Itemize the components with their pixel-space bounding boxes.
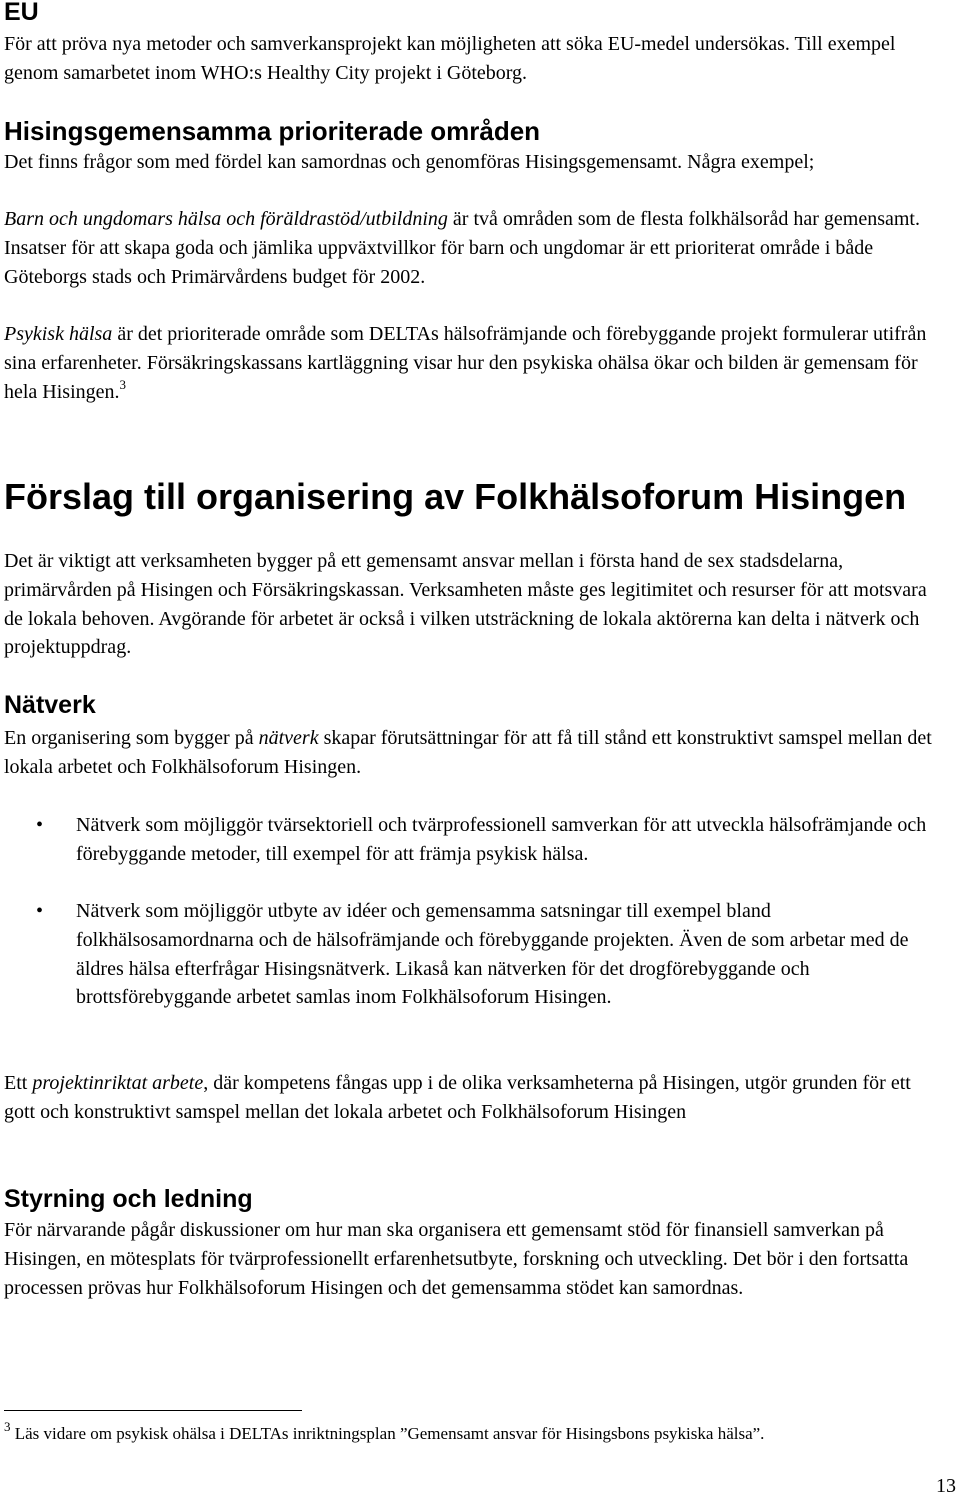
mental-health-text: är det prioriterade område som DELTAs hälsofrämjande och förebyggande projekt formulerar utifrån sina erfarenheter. Försäkringskassans kartläggning visar hur den psykiska ohälsa ökar och bilden är gemensam för hela Hisingen.	[4, 323, 927, 403]
page-number: 13	[936, 1475, 956, 1497]
section-heading-natverk: Nätverk	[4, 691, 96, 719]
styrning-paragraph: För närvarande pågår diskussioner om hur man ska organisera ett gemensamt stöd för finansiell samverkan på Hisingen, en mötesplats för tvärprofessionellt erfarenhetsutbyte, forskning och utveckling. Det bör i den fortsatta processen prövas hur Folkhälsoforum Hisingen och det gemensamma stödet kan samordnas.	[4, 1219, 909, 1299]
list-item-text: Nätverk som möjliggör utbyte av idéer och gemensamma satsningar till exempel bland folkhälsosamordnarna och de hälsofrämjande och förebyggande projekten. Även de som arbetar med de äldres hälsa efterfrågar Hisingsnätverk. Likaså kan nätverken för det drogförebyggande och brottsförebyggande arbetet samlas inom Folkhälsoforum Hisingen.	[76, 900, 909, 1009]
footnote-marker: 3	[4, 1419, 11, 1435]
project-emphasis: projektinriktat arbete	[32, 1072, 204, 1094]
footnote	[4, 1419, 944, 1446]
hisingsgemensamma-children-paragraph	[4, 205, 944, 291]
footnote-divider	[4, 1410, 302, 1411]
natverk-outro-start: Ett	[4, 1072, 33, 1094]
bullet-icon: •	[36, 900, 44, 922]
bullet-icon: •	[36, 814, 44, 836]
section-heading-forslag: Förslag till organisering av Folkhälsoforum Hisingen	[4, 476, 907, 517]
section-heading-eu: EU	[4, 0, 39, 26]
hisingsgemensamma-mental-health-paragraph	[4, 320, 944, 406]
children-health-emphasis: Barn och ungdomars hälsa och föräldrastöd/utbildning	[4, 208, 448, 230]
hisingsgemensamma-intro: Det finns frågor som med fördel kan samordnas och genomföras Hisingsgemensamt. Några exempel;	[4, 151, 815, 173]
eu-paragraph: För att pröva nya metoder och samverkansprojekt kan möjligheten att söka EU-medel undersökas. Till exempel genom samarbetet inom WHO:s Healthy City projekt i Göteborg.	[4, 33, 896, 84]
section-heading-hisingsgemensamma: Hisingsgemensamma prioriterade områden	[4, 116, 541, 146]
footnote-reference[interactable]: 3	[119, 376, 127, 392]
forslag-paragraph: Det är viktigt att verksamheten bygger på ett gemensamt ansvar mellan i första hand de sex stadsdelarna, primärvården på Hisingen och Försäkringskassan. Verksamheten måste ges legitimitet och resurser för att motsvara de lokala behoven. Avgörande för arbetet är också i vilken utsträckning de lokala aktörerna kan delta i nätverk och projektuppdrag.	[4, 550, 927, 659]
natverk-outro-end: , där kompetens fångas upp i de olika verksamheterna på Hisingen, utgör grunden för ett gott och konstruktivt samspel mellan det lokala arbetet och Folkhälsoforum Hisingen	[4, 1072, 911, 1123]
natverk-outro	[4, 1069, 944, 1127]
list-item-text: Nätverk som möjliggör tvärsektoriell och tvärprofessionell samverkan för att utveckla hälsofrämjande och förebyggande metoder, till exempel för att främja psykisk hälsa.	[76, 814, 927, 865]
natverk-intro-start: En organisering som bygger på	[4, 727, 259, 749]
mental-health-emphasis: Psykisk hälsa	[4, 323, 113, 345]
section-heading-styrning: Styrning och ledning	[4, 1185, 253, 1213]
natverk-intro	[4, 724, 944, 782]
natverk-intro-end: skapar förutsättningar för att få till stånd ett konstruktivt samspel mellan det lokala arbetet och Folkhälsoforum Hisingen.	[4, 727, 932, 778]
natverk-emphasis: nätverk	[258, 727, 319, 749]
children-health-text: är två områden som de flesta folkhälsoråd har gemensamt. Insatser för att skapa goda och jämlika uppväxtvillkor för barn och ungdomar är ett prioriterat område i både Göteborgs stads och Primärvårdens budget för 2002.	[4, 208, 920, 288]
footnote-text: Läs vidare om psykisk ohälsa i DELTAs inriktningsplan ”Gemensamt ansvar för Hisingsbons psykiska hälsa”.	[10, 1424, 765, 1443]
